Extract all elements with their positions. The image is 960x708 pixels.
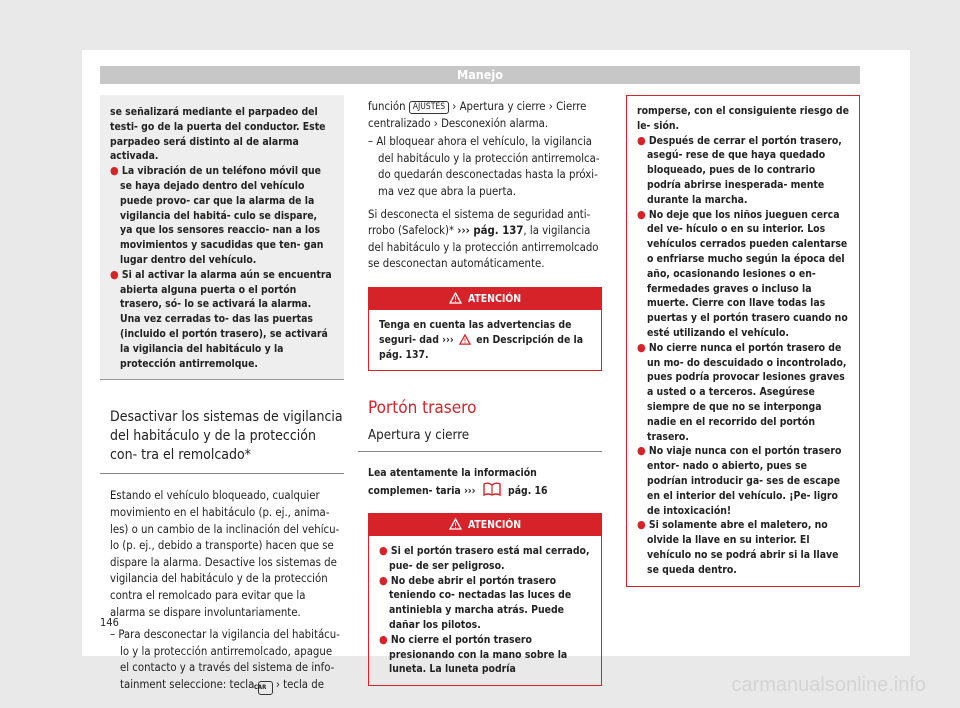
warning-header: ATENCIÓN	[369, 288, 601, 310]
warning-bullet: ● No debe abrir el portón trasero teniendo co- nectadas las luces de antiniebla y marcha atrás. Puede dañar los pilotos.	[379, 573, 572, 631]
page-reference-link[interactable]: pág. 16	[508, 485, 548, 498]
warning-bullet: ● Si el portón trasero está mal cerrado, pue- de ser peligroso.	[379, 543, 590, 572]
chapter-title: Portón trasero	[368, 398, 477, 419]
warning-bullet: ● No viaje nunca con el portón trasero entor- nado o abierto, pues se podrían introducir ga- ses de escape en el interior del vehículo. ¡Pe- ligro de intoxicación!	[637, 444, 842, 517]
warning-header: ATENCIÓN	[369, 514, 601, 536]
warning-bullet: ● Si solamente abre el maletero, no olvide la llave en su interior. El vehículo no se podrá abrir si la llave se queda dentro.	[637, 518, 839, 576]
open-book-icon	[482, 481, 502, 497]
warning-triangle-icon	[449, 518, 462, 530]
bullet-icon: ●	[110, 164, 119, 178]
note-box	[100, 95, 344, 380]
warning-bullet: ● No deje que los niños jueguen cerca del ve- hículo o en su interior. Los vehículos cerrados pueden calentarse o enfriarse mucho según la época del año, ocasionando lesiones o en- fermedades graves o incluso la muerte. Cierre con llave todas las puertas y el portón trasero cuando no esté utilizando el vehículo.	[637, 207, 848, 339]
watermark: carmanualsonline.info	[731, 674, 926, 696]
body-paragraph: Estando el vehículo bloqueado, cualquier movimiento en el habitáculo (p. ej., anima- les) o un cambio de la inclinación del vehícu- lo (p. ej., debido a transporte) hacen que se dispare la alarma. Desactive los sistemas de vigilancia del habitáculo y de la protección contra el remolcado para evitar que la alarma se dispare involuntariamente.	[110, 489, 340, 619]
lead-paragraph: Lea atentamente la información complemen- taria ››› pág. 16	[368, 467, 548, 498]
bullet-icon: ●	[379, 573, 388, 587]
bullet-icon: ●	[110, 267, 119, 281]
page-header: Manejo	[100, 66, 860, 84]
warning-bullet: ● Después de cerrar el portón trasero, asegú- rese de que haya quedado bloqueado, pues de lo contrario podría abrirse inesperada- mente durante la marcha.	[637, 133, 842, 206]
column-left	[100, 95, 344, 695]
bullet-icon: ●	[637, 340, 646, 354]
warning-triangle-icon	[459, 334, 471, 345]
bullet-icon: ●	[637, 207, 646, 221]
column-right	[616, 95, 860, 587]
warning-body: Tenga en cuenta las advertencias de seguri- dad ››› en Descripción de la pág. 137.	[379, 318, 584, 361]
warning-box-continued	[626, 95, 860, 587]
step-item: – Al bloquear ahora el vehículo, la vigilancia del habitáculo y la protección antirremolca- do quedarán desconectadas hasta la próxi- ma vez que abra la puerta.	[368, 135, 600, 198]
warning-reference-link[interactable]: en Descripción de la pág. 137.	[379, 333, 584, 361]
warning-box	[368, 287, 602, 371]
body-paragraph: Si desconecta el sistema de seguridad anti- rrobo (Safelock)* ››› pág. 137, la vigilancia del habitáculo y la protección antirremolcado se desconectan automáticamente.	[368, 207, 599, 271]
bullet-icon: ●	[379, 632, 388, 646]
page-reference-link[interactable]: ››› pág. 137	[457, 224, 524, 238]
ajustes-key-icon: AJUSTES	[409, 101, 449, 114]
warning-triangle-icon	[449, 292, 462, 304]
warning-intro: romperse, con el consiguiente riesgo de le- sión.	[637, 105, 849, 132]
warning-body	[627, 96, 859, 586]
bullet-icon: ●	[637, 444, 646, 458]
bullet-icon: ●	[379, 543, 388, 557]
page-number: 146	[100, 616, 119, 629]
warning-bullet: ● No cierre nunca el portón trasero de un mo- do descuidado o incontrolado, pues podría provocar lesiones graves a usted o a terceros. Asegúrese siempre de que no se interponga nadie en el recorrido del portón trasero.	[637, 340, 847, 443]
warning-bullet: ● No cierre el portón trasero presionando con la mano sobre la luneta. La luneta podría	[379, 632, 568, 676]
step-continuation: función AJUSTES › Apertura y cierre › Cierre centralizado › Desconexión alarma.	[368, 100, 587, 130]
bullet-icon: ●	[637, 133, 646, 147]
column-middle	[358, 95, 602, 686]
warning-body	[369, 536, 601, 685]
car-key-icon: CAR	[258, 681, 273, 695]
note-bullet: ● Si al activar la alarma aún se encuentra abierta alguna puerta o el portón trasero, só- lo se activará la alarma. Una vez cerradas to- das las puertas (incluido el portón trasero), se activará la vigilancia del habitáculo y la protección antirremolque.	[110, 267, 332, 370]
warning-box	[368, 513, 602, 686]
bullet-icon: ●	[637, 518, 646, 532]
section-title: Desactivar los sistemas de vigilancia del habitáculo y de la protección con- tra el remolcado*	[100, 408, 344, 474]
step-item: – Para desconectar la vigilancia del habitácu- lo y la protección antirremolcado, apague el contacto y a través del sistema de info- tainment seleccione: tecla CAR › tecla de	[110, 627, 344, 695]
note-bullet: ● La vibración de un teléfono móvil que se haya dejado dentro del vehículo puede provo- car que la alarma de la vigilancia del habitá- culo se dispare, ya que los sensores reaccio- nan a los movimientos y sacudidas que ten- gan lugar dentro del vehículo.	[110, 164, 324, 266]
subsection-title: Apertura y cierre	[358, 427, 602, 452]
note-intro: se señalizará mediante el parpadeo del testi- go de la puerta del conductor. Este parpadeo será distinto al de alarma activada.	[110, 106, 326, 163]
